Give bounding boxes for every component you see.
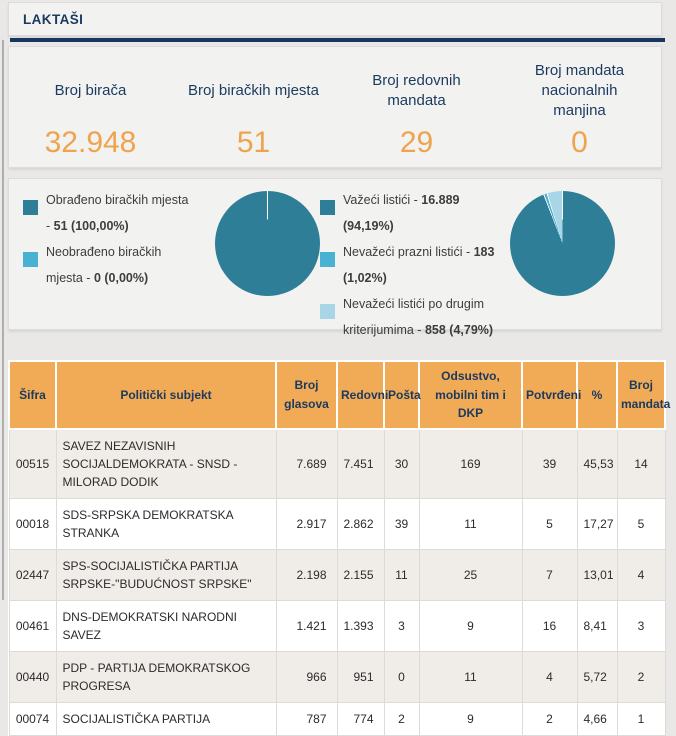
summary-stats-panel bbox=[8, 46, 662, 168]
cell-broj-glasova: 2.198 bbox=[276, 549, 337, 600]
cell-odsustvo: 9 bbox=[419, 702, 522, 735]
stat-value: 32.948 bbox=[44, 126, 137, 159]
cell-sifra: 00074 bbox=[9, 702, 56, 735]
cell-posta: 3 bbox=[384, 600, 419, 651]
stat-label: Broj mandata nacionalnih manjina bbox=[534, 62, 625, 119]
cell-odsustvo: 11 bbox=[419, 498, 522, 549]
legend-label: Obrađeno biračkih mjesta - bbox=[46, 193, 189, 233]
cell-broj-glasova: 7.689 bbox=[276, 429, 337, 499]
legend-value: 0 (0,00%) bbox=[93, 271, 149, 285]
municipality-header bbox=[8, 2, 662, 36]
page-left-border bbox=[2, 40, 4, 600]
table-row bbox=[9, 600, 665, 651]
cell-percent: 5,72 bbox=[577, 651, 617, 702]
cell-potvrdjeni: 7 bbox=[522, 549, 577, 600]
polling-stations-legend bbox=[23, 179, 195, 291]
charts-panel bbox=[8, 178, 662, 337]
legend-swatch-blue bbox=[320, 252, 335, 267]
cell-politicki-subjekt: DNS-DEMOKRATSKI NARODNI SAVEZ bbox=[56, 600, 276, 651]
stat-label: Broj redovnih mandata bbox=[372, 72, 461, 109]
cell-broj-mandata: 2 bbox=[617, 651, 665, 702]
cell-percent: 4,66 bbox=[577, 702, 617, 735]
legend-swatch-teal bbox=[23, 200, 38, 215]
legend-label: Nevažeći prazni listići - bbox=[343, 245, 471, 259]
cell-broj-mandata: 3 bbox=[617, 600, 665, 651]
legend-label: Nevažeći listići po drugim kriterijumima - bbox=[343, 297, 485, 337]
cell-redovni: 1.393 bbox=[337, 600, 384, 651]
cell-percent: 45,53 bbox=[577, 429, 617, 499]
cell-percent: 13,01 bbox=[577, 549, 617, 600]
col-header-sifra: Šifra bbox=[9, 361, 56, 429]
stat-value: 0 bbox=[571, 126, 588, 159]
stat-label: Broj birača bbox=[54, 82, 127, 100]
cell-percent: 17,27 bbox=[577, 498, 617, 549]
page-title: LAKTAŠI bbox=[23, 11, 84, 27]
cell-sifra: 00018 bbox=[9, 498, 56, 549]
legend-value: 16.889 (94,19%) bbox=[343, 193, 460, 233]
cell-sifra: 02447 bbox=[9, 549, 56, 600]
legend-label: Važeći listići - bbox=[343, 193, 418, 207]
legend-swatch-blue bbox=[23, 252, 38, 267]
cell-sifra: 00515 bbox=[9, 429, 56, 499]
cell-redovni: 2.155 bbox=[337, 549, 384, 600]
cell-potvrdjeni: 5 bbox=[522, 498, 577, 549]
legend-value: 183 (1,02%) bbox=[343, 245, 495, 285]
cell-politicki-subjekt: SAVEZ NEZAVISNIH SOCIJALDEMOKRATA - SNSD - MILORAD DODIK bbox=[56, 429, 276, 499]
table-row bbox=[9, 498, 665, 549]
cell-broj-mandata: 1 bbox=[617, 702, 665, 735]
ballots-legend bbox=[320, 179, 500, 343]
cell-politicki-subjekt: SDS-SRPSKA DEMOKRATSKA STRANKA bbox=[56, 498, 276, 549]
legend-value: 51 (100,00%) bbox=[53, 219, 129, 233]
table-row bbox=[9, 549, 665, 600]
cell-redovni: 774 bbox=[337, 702, 384, 735]
col-header-politicki-subjekt: Politički subjekt bbox=[56, 361, 276, 429]
stat-broj-birackih-mjesta bbox=[172, 47, 335, 167]
legend-item bbox=[23, 239, 195, 291]
cell-potvrdjeni: 4 bbox=[522, 651, 577, 702]
table-row bbox=[9, 651, 665, 702]
legend-item bbox=[23, 187, 195, 239]
cell-odsustvo: 169 bbox=[419, 429, 522, 499]
cell-sifra: 00440 bbox=[9, 651, 56, 702]
cell-potvrdjeni: 2 bbox=[522, 702, 577, 735]
cell-broj-mandata: 5 bbox=[617, 498, 665, 549]
col-header-odsustvo: Odsustvo, mobilni tim i DKP bbox=[419, 361, 522, 429]
cell-broj-glasova: 1.421 bbox=[276, 600, 337, 651]
cell-posta: 30 bbox=[384, 429, 419, 499]
cell-politicki-subjekt: SPS-SOCIJALISTIČKA PARTIJA SRPSKE-"BUDUĆNOST SRPSKE" bbox=[56, 549, 276, 600]
cell-odsustvo: 9 bbox=[419, 600, 522, 651]
cell-broj-mandata: 14 bbox=[617, 429, 665, 499]
legend-swatch-teal bbox=[320, 200, 335, 215]
stat-broj-biraca bbox=[9, 47, 172, 167]
stat-broj-mandata-manjina bbox=[498, 47, 661, 167]
legend-item bbox=[320, 187, 500, 239]
legend-value: 858 (4,79%) bbox=[424, 323, 494, 337]
legend-swatch-pale-blue bbox=[320, 304, 335, 319]
table-row bbox=[9, 429, 665, 499]
col-header-posta: Pošta bbox=[384, 361, 419, 429]
stat-broj-redovnih-mandata bbox=[335, 47, 498, 167]
col-header-broj-glasova: Broj glasova bbox=[276, 361, 337, 429]
cell-sifra: 00461 bbox=[9, 600, 56, 651]
col-header-percent: % bbox=[577, 361, 617, 429]
ballots-pie-chart bbox=[510, 191, 615, 296]
cell-potvrdjeni: 39 bbox=[522, 429, 577, 499]
cell-potvrdjeni: 16 bbox=[522, 600, 577, 651]
cell-broj-mandata: 4 bbox=[617, 549, 665, 600]
results-table bbox=[8, 360, 671, 736]
cell-percent: 8,41 bbox=[577, 600, 617, 651]
cell-posta: 0 bbox=[384, 651, 419, 702]
cell-redovni: 7.451 bbox=[337, 429, 384, 499]
ballots-chart bbox=[320, 179, 661, 337]
legend-label: Neobrađeno biračkih mjesta - bbox=[46, 245, 162, 285]
header-divider bbox=[10, 38, 665, 42]
polling-stations-pie-chart bbox=[215, 191, 320, 296]
legend-item bbox=[320, 239, 500, 291]
table-row bbox=[9, 702, 665, 735]
cell-broj-glasova: 2.917 bbox=[276, 498, 337, 549]
cell-odsustvo: 11 bbox=[419, 651, 522, 702]
col-header-potvrdjeni: Potvrđeni bbox=[522, 361, 577, 429]
cell-politicki-subjekt: SOCIJALISTIČKA PARTIJA bbox=[56, 702, 276, 735]
cell-broj-glasova: 966 bbox=[276, 651, 337, 702]
stat-value: 29 bbox=[399, 126, 434, 159]
polling-stations-chart bbox=[9, 179, 320, 329]
col-header-broj-mandata: Broj mandata bbox=[617, 361, 665, 429]
stat-label: Broj biračkih mjesta bbox=[188, 82, 319, 100]
cell-broj-glasova: 787 bbox=[276, 702, 337, 735]
cell-posta: 11 bbox=[384, 549, 419, 600]
col-header-redovni: Redovni bbox=[337, 361, 384, 429]
cell-odsustvo: 25 bbox=[419, 549, 522, 600]
legend-item bbox=[320, 291, 500, 343]
cell-posta: 2 bbox=[384, 702, 419, 735]
cell-redovni: 951 bbox=[337, 651, 384, 702]
table-header-row bbox=[9, 361, 665, 429]
cell-politicki-subjekt: PDP - PARTIJA DEMOKRATSKOG PROGRESA bbox=[56, 651, 276, 702]
cell-posta: 39 bbox=[384, 498, 419, 549]
stat-value: 51 bbox=[236, 126, 271, 159]
cell-redovni: 2.862 bbox=[337, 498, 384, 549]
